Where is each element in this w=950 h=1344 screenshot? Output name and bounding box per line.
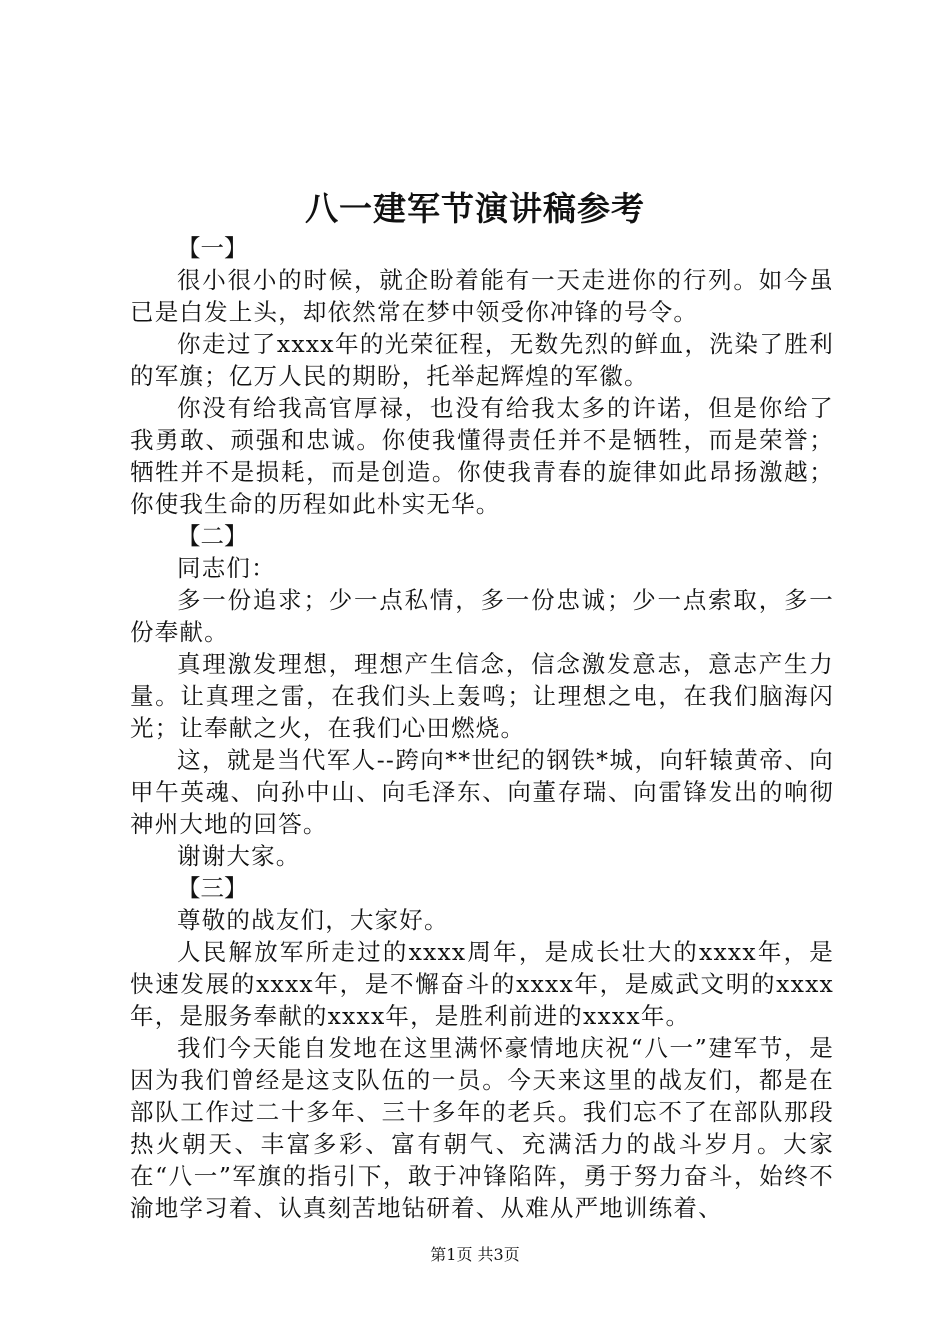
paragraph: 人民解放军所走过的xxxx周年，是成长壮大的xxxx年，是快速发展的xxxx年，是不懈奋斗的xxxx年，是威武文明的xxxx年，是服务奉献的xxxx年，是胜利前进的xxxx年。: [130, 938, 834, 1030]
paragraph: 谢谢大家。: [177, 842, 301, 870]
document-body: [130, 232, 834, 1224]
paragraph: 这，就是当代军人--跨向**世纪的钢铁*城，向轩辕黄帝、向甲午英魂、向孙中山、向毛泽东、向董存瑞、向雷锋发出的响彻神州大地的回答。: [130, 746, 834, 838]
paragraph: 很小很小的时候，就企盼着能有一天走进你的行列。如今虽已是白发上头，却依然常在梦中领受你冲锋的号令。: [130, 266, 834, 326]
section-heading: 【一】: [177, 234, 248, 262]
paragraph: 我们今天能自发地在这里满怀豪情地庆祝“八一”建军节，是因为我们曾经是这支队伍的一员。今天来这里的战友们，都是在部队工作过二十多年、三十多年的老兵。我们忘不了在部队那段热火朝天、丰富多彩、富有朝气、充满活力的战斗岁月。大家在“八一”军旗的指引下，敢于冲锋陷阵，勇于努力奋斗，始终不渝地学习着、认真刻苦地钻研着、从难从严地训练着、: [130, 1034, 834, 1222]
page-number-footer: 第1页 共3页: [430, 1245, 520, 1264]
document-title: 八一建军节演讲稿参考: [305, 189, 645, 228]
section-heading: 【三】: [177, 874, 248, 902]
paragraph: 同志们：: [177, 554, 276, 582]
paragraph: 真理激发理想，理想产生信念，信念激发意志，意志产生力量。让真理之雷，在我们头上轰鸣；让理想之电，在我们脑海闪光；让奉献之火，在我们心田燃烧。: [130, 650, 834, 742]
paragraph: 尊敬的战友们，大家好。: [177, 906, 449, 934]
paragraph: 多一份追求；少一点私情，多一份忠诚；少一点索取，多一份奉献。: [130, 586, 834, 646]
section-heading: 【二】: [177, 522, 248, 550]
paragraph: 你走过了xxxx年的光荣征程，无数先烈的鲜血，洗染了胜利的军旗；亿万人民的期盼，托举起辉煌的军徽。: [130, 330, 834, 390]
paragraph: 你没有给我高官厚禄，也没有给我太多的许诺，但是你给了我勇敢、顽强和忠诚。你使我懂得责任并不是牺牲，而是荣誉；牺牲并不是损耗，而是创造。你使我青春的旋律如此昂扬激越；你使我生命的历程如此朴实无华。: [130, 394, 834, 518]
